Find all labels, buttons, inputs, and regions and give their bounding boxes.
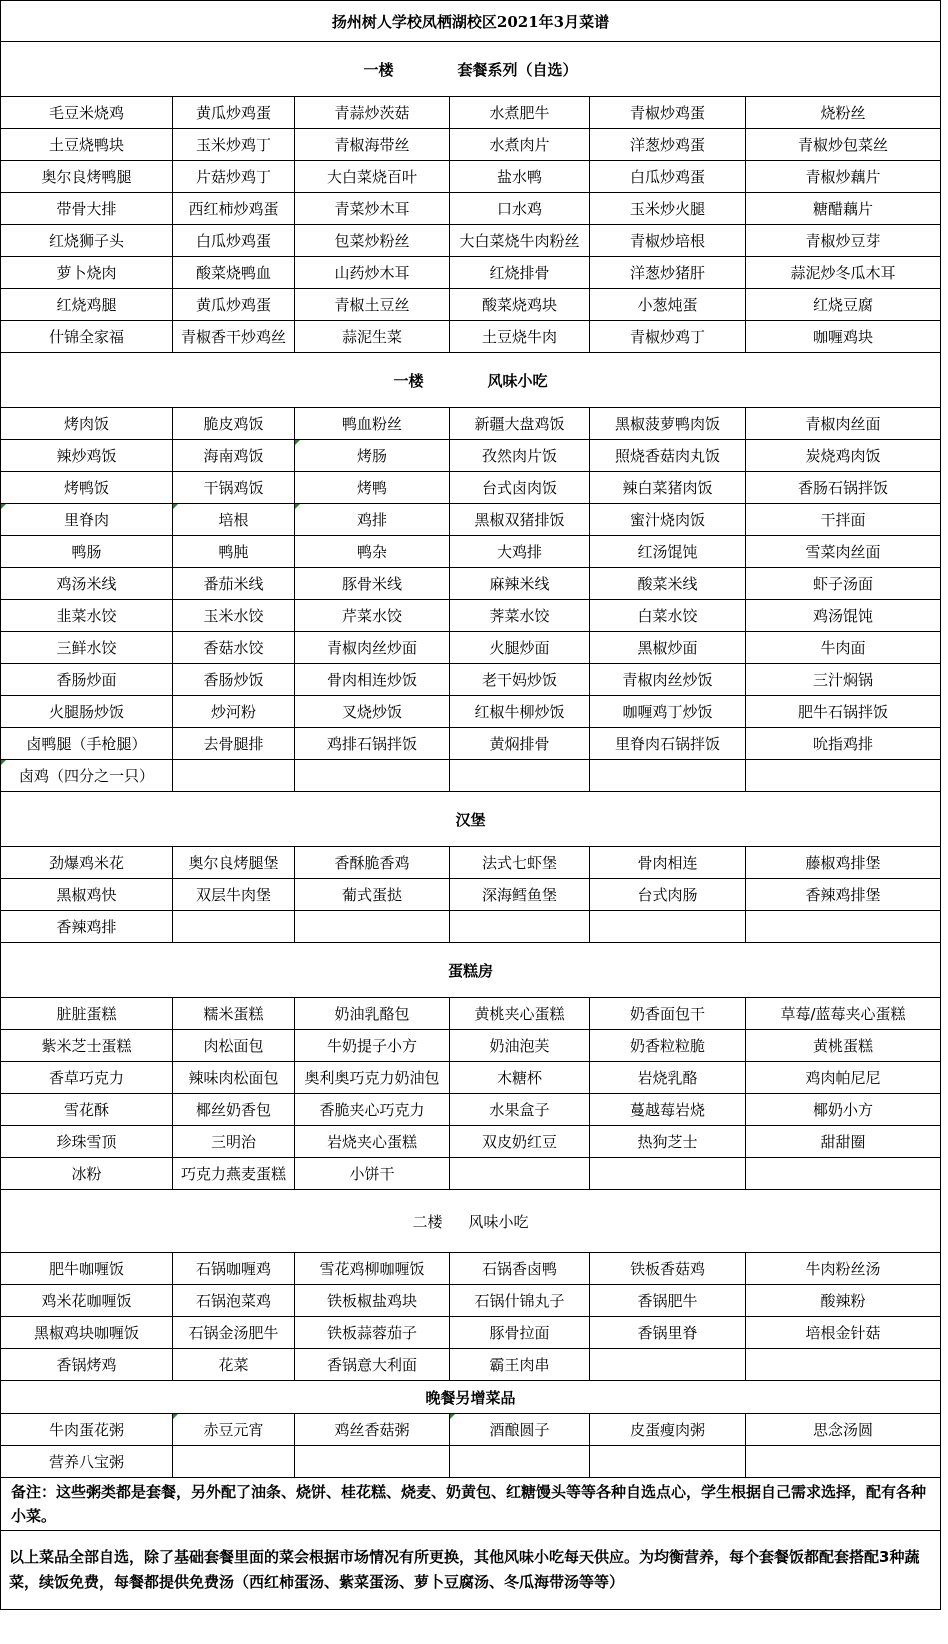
menu-item: 糯米蛋糕 (173, 998, 295, 1030)
menu-item (590, 1446, 746, 1478)
menu-item (173, 1446, 295, 1478)
menu-item: 麻辣米线 (450, 568, 590, 600)
menu-row (1, 568, 941, 600)
menu-item: 三明治 (173, 1126, 295, 1158)
menu-row (1, 321, 941, 353)
menu-item: 韭菜水饺 (1, 600, 173, 632)
menu-item: 黄瓜炒鸡蛋 (173, 289, 295, 321)
menu-item: 石锅咖喱鸡 (173, 1253, 295, 1285)
menu-item: 炭烧鸡肉饭 (746, 440, 941, 472)
menu-item: 青椒土豆丝 (295, 289, 450, 321)
menu-item: 牛肉面 (746, 632, 941, 664)
menu-row (1, 1285, 941, 1317)
menu-item: 新疆大盘鸡饭 (450, 408, 590, 440)
menu-item: 里脊肉石锅拌饭 (590, 728, 746, 760)
menu-item: 霸王肉串 (450, 1349, 590, 1381)
menu-item: 肉松面包 (173, 1030, 295, 1062)
menu-item: 香锅意大利面 (295, 1349, 450, 1381)
section-heading (1, 792, 941, 847)
menu-item: 水煮肥牛 (450, 97, 590, 129)
menu-item: 辣白菜猪肉饭 (590, 472, 746, 504)
section-heading-text: 套餐系列（自选） (457, 60, 578, 79)
menu-item: 铁板蒜蓉茄子 (295, 1317, 450, 1349)
menu-item: 黑椒炒面 (590, 632, 746, 664)
menu-item: 玉米炒鸡丁 (173, 129, 295, 161)
menu-row (1, 1062, 941, 1094)
menu-item: 鸡排石锅拌饭 (295, 728, 450, 760)
section-heading (1, 1381, 941, 1414)
menu-item: 豚骨拉面 (450, 1317, 590, 1349)
menu-row (1, 257, 941, 289)
menu-row (1, 728, 941, 760)
menu-row (1, 911, 941, 943)
menu-row (1, 632, 941, 664)
menu-row (1, 1094, 941, 1126)
menu-row (1, 1317, 941, 1349)
menu-row (1, 504, 941, 536)
menu-item: 藤椒鸡排堡 (746, 847, 941, 879)
menu-item: 台式肉肠 (590, 879, 746, 911)
menu-item: 法式七虾堡 (450, 847, 590, 879)
menu-item: 双皮奶红豆 (450, 1126, 590, 1158)
menu-item: 珍珠雪顶 (1, 1126, 173, 1158)
menu-item: 三鲜水饺 (1, 632, 173, 664)
menu-item: 老干妈炒饭 (450, 664, 590, 696)
menu-item: 雪花酥 (1, 1094, 173, 1126)
menu-item: 蒜泥生菜 (295, 321, 450, 353)
menu-item: 花菜 (173, 1349, 295, 1381)
menu-item: 红汤馄饨 (590, 536, 746, 568)
menu-item: 石锅香卤鸭 (450, 1253, 590, 1285)
footer-text: 以上菜品全部自选，除了基础套餐里面的菜会根据市场情况有所更换，其他风味小吃每天供应。为均衡营养，每个套餐饭都配套搭配3种蔬菜，续饭免费，每餐都提供免费汤（西红柿蛋汤、紫菜蛋汤、萝卜豆腐汤、冬瓜海带汤等等） (1, 1531, 941, 1610)
menu-item: 雪菜肉丝面 (746, 536, 941, 568)
menu-item: 照烧香菇肉丸饭 (590, 440, 746, 472)
menu-item: 大白菜烧百叶 (295, 161, 450, 193)
menu-item: 卤鸭腿（手枪腿） (1, 728, 173, 760)
menu-item: 孜然肉片饭 (450, 440, 590, 472)
menu-item: 岩烧乳酪 (590, 1062, 746, 1094)
page-title: 扬州树人学校凤栖湖校区2021年3月菜谱 (1, 1, 941, 42)
menu-item: 玉米炒火腿 (590, 193, 746, 225)
menu-item: 萝卜烧肉 (1, 257, 173, 289)
menu-item: 叉烧炒饭 (295, 696, 450, 728)
menu-item: 巧克力燕麦蛋糕 (173, 1158, 295, 1190)
menu-item: 酒酿圆子 (450, 1414, 590, 1446)
menu-item: 热狗芝士 (590, 1126, 746, 1158)
menu-item: 雪花鸡柳咖喱饭 (295, 1253, 450, 1285)
menu-item: 台式卤肉饭 (450, 472, 590, 504)
menu-item: 卤鸡（四分之一只） (1, 760, 173, 792)
menu-item: 红椒牛柳炒饭 (450, 696, 590, 728)
menu-item: 青椒炒培根 (590, 225, 746, 257)
menu-item: 白菜水饺 (590, 600, 746, 632)
menu-item: 奶香面包干 (590, 998, 746, 1030)
menu-item: 鸭肫 (173, 536, 295, 568)
menu-item: 黑椒鸡块咖喱饭 (1, 1317, 173, 1349)
menu-item: 香肠石锅拌饭 (746, 472, 941, 504)
menu-item: 鸡肉帕尼尼 (746, 1062, 941, 1094)
menu-item: 椰奶小方 (746, 1094, 941, 1126)
menu-item: 营养八宝粥 (1, 1446, 173, 1478)
menu-item: 蜜汁烧肉饭 (590, 504, 746, 536)
menu-row (1, 760, 941, 792)
menu-item: 铁板香菇鸡 (590, 1253, 746, 1285)
menu-item: 奶油泡芙 (450, 1030, 590, 1062)
menu-item: 石锅泡菜鸡 (173, 1285, 295, 1317)
menu-item: 香锅里脊 (590, 1317, 746, 1349)
menu-row (1, 1030, 941, 1062)
menu-item: 烤鸭饭 (1, 472, 173, 504)
menu-item: 青椒肉丝炒饭 (590, 664, 746, 696)
menu-item: 思念汤圆 (746, 1414, 941, 1446)
menu-item: 白瓜炒鸡蛋 (173, 225, 295, 257)
menu-item: 奥尔良烤腿堡 (173, 847, 295, 879)
menu-row (1, 1253, 941, 1285)
menu-item: 炒河粉 (173, 696, 295, 728)
menu-item: 青椒海带丝 (295, 129, 450, 161)
menu-item (173, 760, 295, 792)
section-heading-text: 二楼 (412, 1212, 443, 1231)
menu-item: 干拌面 (746, 504, 941, 536)
section-heading (1, 943, 941, 998)
menu-item: 骨肉相连 (590, 847, 746, 879)
menu-item: 口水鸡 (450, 193, 590, 225)
menu-row (1, 408, 941, 440)
menu-item: 水煮肉片 (450, 129, 590, 161)
section-heading-text: 晚餐另增菜品 (425, 1388, 516, 1407)
menu-item: 带骨大排 (1, 193, 173, 225)
section-heading-text: 蛋糕房 (448, 961, 494, 980)
menu-item: 青椒炒包菜丝 (746, 129, 941, 161)
menu-item: 酸菜烧鸡块 (450, 289, 590, 321)
menu-item: 双层牛肉堡 (173, 879, 295, 911)
menu-item (746, 760, 941, 792)
menu-row (1, 536, 941, 568)
menu-item: 黄桃夹心蛋糕 (450, 998, 590, 1030)
menu-item: 包菜炒粉丝 (295, 225, 450, 257)
menu-item: 芹菜水饺 (295, 600, 450, 632)
menu-item: 咖喱鸡块 (746, 321, 941, 353)
section-heading-text: 汉堡 (455, 810, 486, 829)
menu-item: 烤肠 (295, 440, 450, 472)
menu-item (450, 1158, 590, 1190)
menu-row (1, 1158, 941, 1190)
menu-item (450, 760, 590, 792)
menu-item: 培根金针菇 (746, 1317, 941, 1349)
menu-item: 青蒜炒茨菇 (295, 97, 450, 129)
menu-item: 蔓越莓岩烧 (590, 1094, 746, 1126)
menu-item: 黑椒鸡快 (1, 879, 173, 911)
menu-item: 牛肉蛋花粥 (1, 1414, 173, 1446)
menu-item: 番茄米线 (173, 568, 295, 600)
menu-row (1, 161, 941, 193)
menu-item (295, 760, 450, 792)
menu-item: 海南鸡饭 (173, 440, 295, 472)
menu-item: 洋葱炒鸡蛋 (590, 129, 746, 161)
menu-item: 青椒炒鸡丁 (590, 321, 746, 353)
menu-item (746, 1446, 941, 1478)
menu-item: 辣炒鸡饭 (1, 440, 173, 472)
menu-item: 牛奶提子小方 (295, 1030, 450, 1062)
menu-row (1, 1414, 941, 1446)
section-heading (1, 353, 941, 408)
menu-item: 鸭肠 (1, 536, 173, 568)
menu-item: 脆皮鸡饭 (173, 408, 295, 440)
menu-item (590, 760, 746, 792)
menu-item: 香辣鸡排 (1, 911, 173, 943)
menu-item: 香肠炒饭 (173, 664, 295, 696)
menu-item: 辣味肉松面包 (173, 1062, 295, 1094)
menu-item: 奶香粒粒脆 (590, 1030, 746, 1062)
menu-item: 牛肉粉丝汤 (746, 1253, 941, 1285)
note-text: 备注：这些粥类都是套餐，另外配了油条、烧饼、桂花糕、烧麦、奶黄包、红糖馒头等等各种自选点心，学生根据自己需求选择，配有各种小菜。 (1, 1478, 941, 1531)
menu-item: 鸡米花咖喱饭 (1, 1285, 173, 1317)
menu-item: 奶油乳酪包 (295, 998, 450, 1030)
menu-item: 冰粉 (1, 1158, 173, 1190)
menu-item: 香菇水饺 (173, 632, 295, 664)
menu-row (1, 193, 941, 225)
section-heading (1, 1190, 941, 1253)
menu-item: 脏脏蛋糕 (1, 998, 173, 1030)
menu-row (1, 664, 941, 696)
menu-item: 水果盒子 (450, 1094, 590, 1126)
menu-row (1, 97, 941, 129)
menu-item: 鸭血粉丝 (295, 408, 450, 440)
menu-item: 黄桃蛋糕 (746, 1030, 941, 1062)
menu-item: 土豆烧牛肉 (450, 321, 590, 353)
menu-item: 玉米水饺 (173, 600, 295, 632)
menu-item: 青椒肉丝炒面 (295, 632, 450, 664)
menu-item: 劲爆鸡米花 (1, 847, 173, 879)
menu-item: 什锦全家福 (1, 321, 173, 353)
menu-item: 大鸡排 (450, 536, 590, 568)
menu-item: 葡式蛋挞 (295, 879, 450, 911)
menu-item: 奥尔良烤鸭腿 (1, 161, 173, 193)
menu-item: 豚骨米线 (295, 568, 450, 600)
menu-row (1, 998, 941, 1030)
menu-item: 培根 (173, 504, 295, 536)
menu-item: 土豆烧鸭块 (1, 129, 173, 161)
menu-item: 香辣鸡排堡 (746, 879, 941, 911)
menu-row (1, 879, 941, 911)
menu-row (1, 696, 941, 728)
menu-item: 荠菜水饺 (450, 600, 590, 632)
menu-item: 奥利奥巧克力奶油包 (295, 1062, 450, 1094)
menu-item: 石锅什锦丸子 (450, 1285, 590, 1317)
menu-item: 香草巧克力 (1, 1062, 173, 1094)
menu-item: 鸡排 (295, 504, 450, 536)
menu-row (1, 1446, 941, 1478)
menu-row (1, 600, 941, 632)
menu-item: 鸡汤馄饨 (746, 600, 941, 632)
menu-item (590, 1349, 746, 1381)
menu-item: 紫米芝士蛋糕 (1, 1030, 173, 1062)
menu-item: 青椒炒藕片 (746, 161, 941, 193)
menu-item (295, 911, 450, 943)
menu-item: 酸辣粉 (746, 1285, 941, 1317)
menu-item: 红烧排骨 (450, 257, 590, 289)
menu-item: 红烧鸡腿 (1, 289, 173, 321)
menu-item: 黄瓜炒鸡蛋 (173, 97, 295, 129)
menu-item: 糖醋藕片 (746, 193, 941, 225)
menu-item: 毛豆米烧鸡 (1, 97, 173, 129)
menu-item: 鸭杂 (295, 536, 450, 568)
menu-item: 山药炒木耳 (295, 257, 450, 289)
menu-item: 青椒香干炒鸡丝 (173, 321, 295, 353)
menu-item (590, 911, 746, 943)
menu-item: 皮蛋瘦肉粥 (590, 1414, 746, 1446)
menu-item: 里脊肉 (1, 504, 173, 536)
menu-item: 西红柿炒鸡蛋 (173, 193, 295, 225)
menu-item: 烤肉饭 (1, 408, 173, 440)
menu-item: 赤豆元宵 (173, 1414, 295, 1446)
menu-item: 干锅鸡饭 (173, 472, 295, 504)
menu-item: 酸菜米线 (590, 568, 746, 600)
menu-row (1, 847, 941, 879)
menu-row (1, 472, 941, 504)
menu-item: 洋葱炒猪肝 (590, 257, 746, 289)
section-heading-text: 一楼 (363, 60, 394, 79)
menu-item (746, 1349, 941, 1381)
menu-item: 红烧狮子头 (1, 225, 173, 257)
menu-item: 青椒炒鸡蛋 (590, 97, 746, 129)
menu-item: 火腿炒面 (450, 632, 590, 664)
menu-item: 黄焖排骨 (450, 728, 590, 760)
menu-item: 大白菜烧牛肉粉丝 (450, 225, 590, 257)
menu-item: 烧粉丝 (746, 97, 941, 129)
menu-item: 酸菜烧鸭血 (173, 257, 295, 289)
menu-item: 红烧豆腐 (746, 289, 941, 321)
menu-item: 咖喱鸡丁炒饭 (590, 696, 746, 728)
menu-item (450, 911, 590, 943)
menu-item: 黑椒菠萝鸭肉饭 (590, 408, 746, 440)
menu-item: 白瓜炒鸡蛋 (590, 161, 746, 193)
menu-row (1, 225, 941, 257)
menu-item: 虾子汤面 (746, 568, 941, 600)
menu-row (1, 1126, 941, 1158)
menu-item: 鸡汤米线 (1, 568, 173, 600)
menu-item (746, 1158, 941, 1190)
menu-item: 骨肉相连炒饭 (295, 664, 450, 696)
section-heading-text: 风味小吃 (487, 371, 548, 390)
menu-item (295, 1446, 450, 1478)
menu-item: 去骨腿排 (173, 728, 295, 760)
menu-item: 香脆夹心巧克力 (295, 1094, 450, 1126)
menu-item: 香酥脆香鸡 (295, 847, 450, 879)
menu-item: 吮指鸡排 (746, 728, 941, 760)
section-heading-text: 一楼 (393, 371, 424, 390)
menu-item: 椰丝奶香包 (173, 1094, 295, 1126)
menu-item: 肥牛咖喱饭 (1, 1253, 173, 1285)
menu-row (1, 289, 941, 321)
menu-item: 青椒炒豆芽 (746, 225, 941, 257)
menu-item: 黑椒双猪排饭 (450, 504, 590, 536)
menu-item (746, 911, 941, 943)
menu-item: 香锅烤鸡 (1, 1349, 173, 1381)
menu-item (450, 1446, 590, 1478)
menu-item: 青菜炒木耳 (295, 193, 450, 225)
menu-item: 草莓/蓝莓夹心蛋糕 (746, 998, 941, 1030)
menu-row (1, 1349, 941, 1381)
menu-item: 小饼干 (295, 1158, 450, 1190)
menu-item: 烤鸭 (295, 472, 450, 504)
menu-item (173, 911, 295, 943)
menu-item: 甜甜圈 (746, 1126, 941, 1158)
menu-item: 木糖杯 (450, 1062, 590, 1094)
menu-item: 石锅金汤肥牛 (173, 1317, 295, 1349)
menu-row (1, 129, 941, 161)
menu-item: 鸡丝香菇粥 (295, 1414, 450, 1446)
menu-item: 青椒肉丝面 (746, 408, 941, 440)
menu-row (1, 440, 941, 472)
section-heading (1, 42, 941, 97)
section-heading-text: 风味小吃 (468, 1212, 529, 1231)
menu-item: 岩烧夹心蛋糕 (295, 1126, 450, 1158)
menu-item: 铁板椒盐鸡块 (295, 1285, 450, 1317)
menu-item: 蒜泥炒冬瓜木耳 (746, 257, 941, 289)
menu-item: 香锅肥牛 (590, 1285, 746, 1317)
menu-item: 片菇炒鸡丁 (173, 161, 295, 193)
menu-item: 深海鳕鱼堡 (450, 879, 590, 911)
menu-item: 三汁焖锅 (746, 664, 941, 696)
menu-item: 香肠炒面 (1, 664, 173, 696)
menu-item: 盐水鸭 (450, 161, 590, 193)
menu-item: 肥牛石锅拌饭 (746, 696, 941, 728)
menu-item: 小葱炖蛋 (590, 289, 746, 321)
menu-item: 火腿肠炒饭 (1, 696, 173, 728)
menu-item (590, 1158, 746, 1190)
